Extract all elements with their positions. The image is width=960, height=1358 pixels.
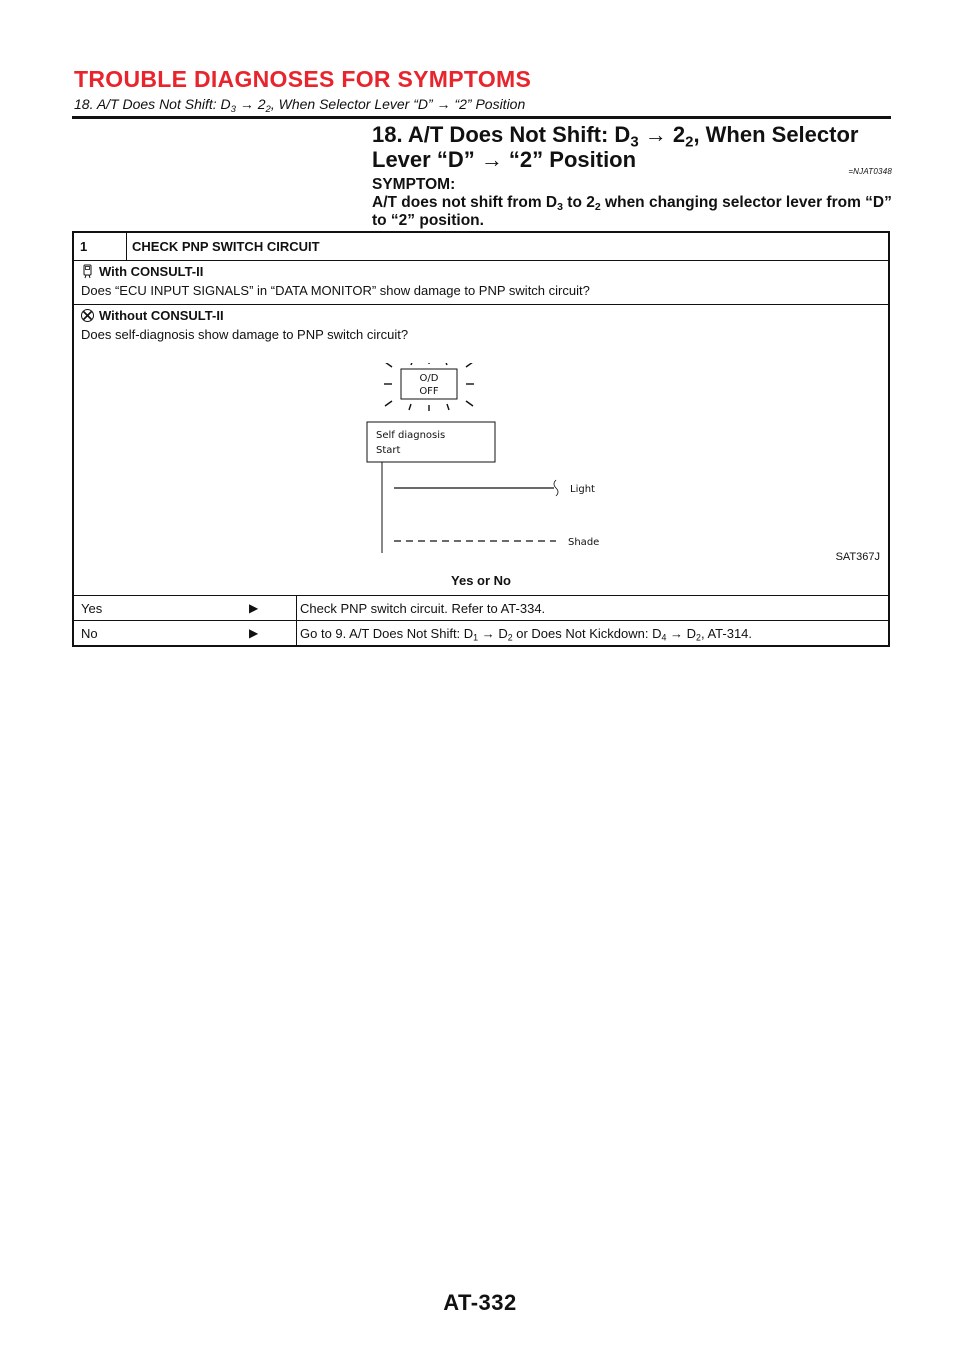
without-consult-row [74, 305, 888, 596]
diagnostic-table [72, 231, 890, 647]
with-consult-question: Does “ECU INPUT SIGNALS” in “DATA MONITOR” show damage to PNP switch circuit? [81, 283, 590, 298]
page-header-subtitle: 18. A/T Does Not Shift: $D_3 \to 2_2$, When Selector Lever “D” → “2” Position [74, 96, 526, 115]
answer-row-yes [74, 596, 888, 621]
page-number: AT-332 [443, 1290, 517, 1315]
header-divider [72, 116, 891, 119]
symptom-label: SYMPTOM: [372, 176, 456, 193]
with-consult-row [74, 261, 888, 305]
answer-row-no [74, 621, 888, 645]
yes-or-no-label: Yes or No [451, 573, 511, 588]
section-title: 18. A/T Does Not Shift: $D_3 \to 2_2$, When Selector Lever “D” → “2” Position [372, 122, 859, 172]
without-consult-question: Does self-diagnosis show damage to PNP switch circuit? [81, 327, 409, 342]
no-tools-icon [80, 308, 95, 323]
od-off-lamp [401, 369, 457, 399]
page-header-title: TROUBLE DIAGNOSES FOR SYMPTOMS [74, 66, 532, 92]
light-label: Light [570, 484, 595, 495]
reference-code: =NJAT0348 [848, 167, 892, 176]
figure-code: SAT367J [835, 551, 880, 563]
arrow-right-icon: ▶ [249, 626, 259, 640]
shade-label: Shade [568, 537, 600, 548]
answer-text: Go to 9. A/T Does Not Shift: $D_1 \to D_2$ or Does Not Kickdown: $D_4 \to D_2$, AT-314. [300, 626, 753, 643]
self-diagnosis-start-box [367, 422, 495, 462]
answer-label: No [81, 626, 98, 641]
arrow-right-icon: ▶ [249, 601, 259, 615]
step-title: CHECK PNP SWITCH CIRCUIT [132, 239, 320, 254]
answer-label: Yes [81, 601, 103, 616]
step-header-row [74, 233, 888, 261]
lamp-label-od: O/D [419, 373, 439, 384]
lamp-label-off: OFF [419, 386, 439, 397]
box-label-start: Start [376, 445, 401, 456]
light-marker [554, 480, 558, 496]
symptom-text: A/T does not shift from $D_3$ to $2_2$ when changing selector lever from “D” to “2” position. [372, 194, 892, 229]
answer-text: Check PNP switch circuit. Refer to AT-334. [300, 601, 546, 616]
box-label-self-diagnosis: Self diagnosis [376, 430, 446, 441]
with-consult-label: With CONSULT-II [99, 264, 204, 279]
symptom-block [372, 176, 892, 230]
self-diagnosis-figure [364, 363, 694, 553]
step-number: 1 [80, 239, 88, 254]
without-consult-label: Without CONSULT-II [99, 308, 224, 323]
consult-tester-icon [80, 264, 95, 279]
